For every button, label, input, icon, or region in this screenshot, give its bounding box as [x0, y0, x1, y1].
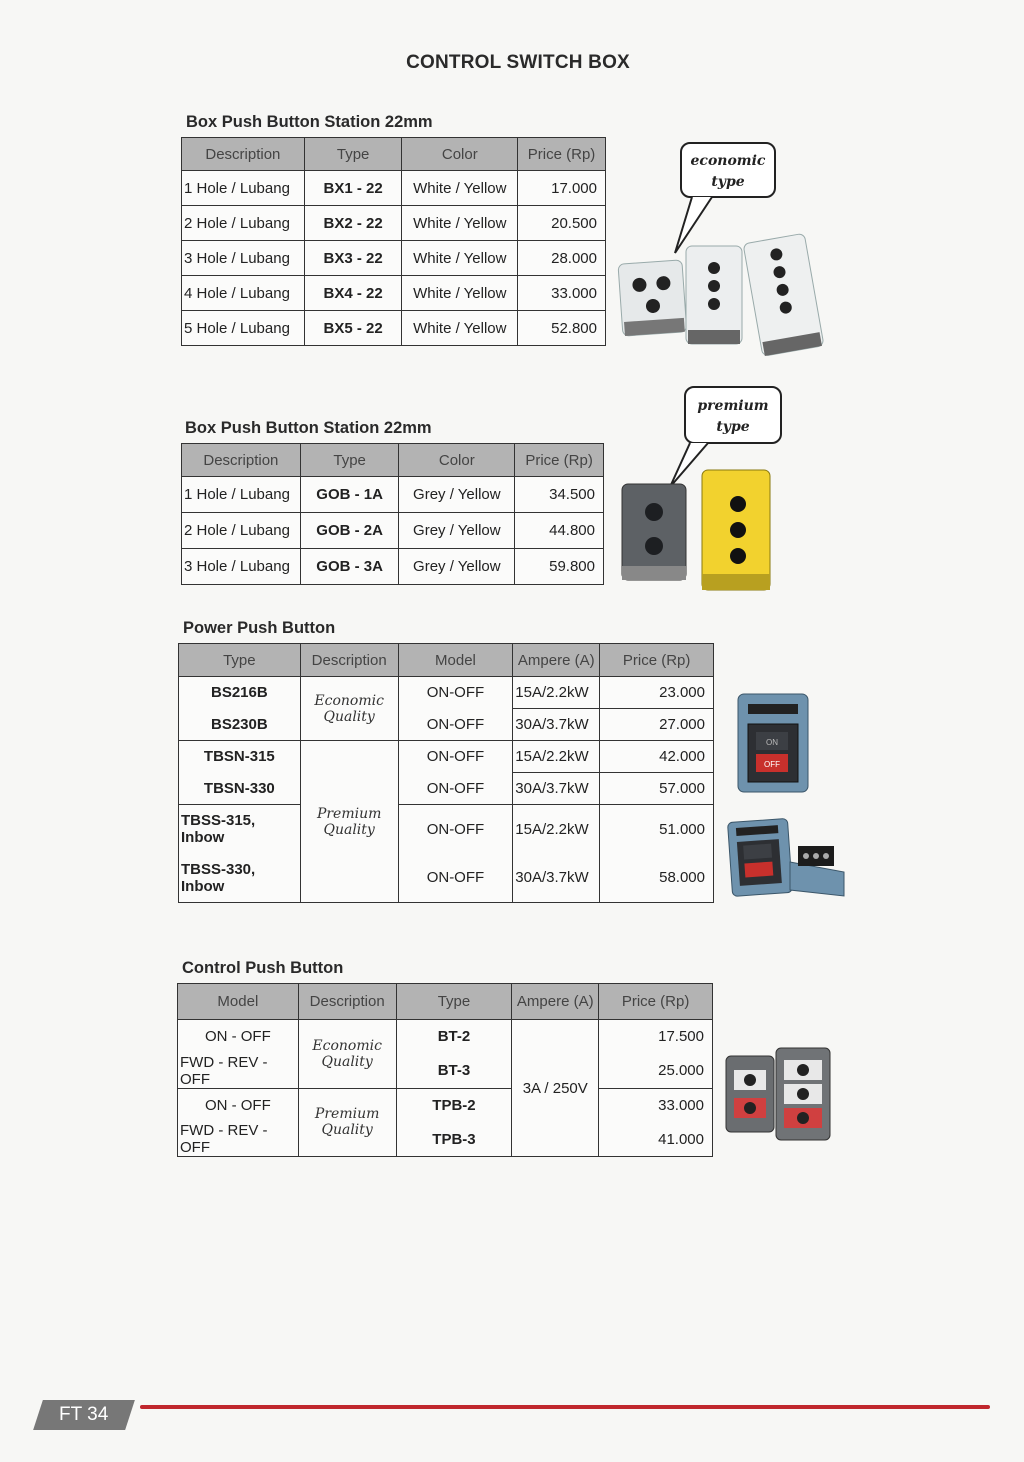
cell-description [300, 677, 398, 741]
cell-price: 17.000 [518, 171, 606, 206]
cell-price: 25.000 [599, 1054, 713, 1089]
cell-description: 3 Hole / Lubang [182, 549, 301, 585]
cell-price: 51.000 [600, 805, 714, 854]
cell-price: 33.000 [518, 276, 606, 311]
table-row [179, 854, 714, 903]
table-row [179, 741, 714, 773]
column-header: Model [178, 984, 299, 1020]
cell-price: 34.500 [515, 477, 604, 513]
premium-type-callout [684, 386, 782, 444]
box-premium-table [181, 443, 604, 585]
power-push-button-table [178, 643, 714, 903]
table-row [179, 677, 714, 709]
cell-type: BX1 - 22 [304, 171, 402, 206]
cell-model: ON-OFF [398, 709, 513, 741]
economic-push-button-boxes-image [612, 232, 827, 357]
callout-line: type [716, 419, 750, 435]
cell-description: 2 Hole / Lubang [182, 206, 305, 241]
cell-description [298, 1088, 396, 1157]
cell-ampere: 30A/3.7kW [513, 709, 600, 741]
cell-price: 52.800 [518, 311, 606, 346]
table-row [182, 311, 606, 346]
power-push-button-image [734, 690, 814, 796]
cell-description: 2 Hole / Lubang [182, 513, 301, 549]
cell-model: ON-OFF [398, 854, 513, 903]
cell-description: 1 Hole / Lubang [182, 171, 305, 206]
description-line: Economic [314, 692, 384, 709]
cell-price: 27.000 [600, 709, 714, 741]
cell-description: 1 Hole / Lubang [182, 477, 301, 513]
table-row [182, 477, 604, 513]
cell-type: BX3 - 22 [304, 241, 402, 276]
cell-type: TPB-3 [396, 1122, 512, 1157]
table-row [182, 549, 604, 585]
cell-type: BX5 - 22 [304, 311, 402, 346]
cell-model: ON-OFF [398, 741, 513, 773]
cell-model: ON - OFF [178, 1088, 299, 1122]
table-row [179, 805, 714, 854]
column-header: Description [182, 138, 305, 171]
economic-type-callout [680, 142, 776, 198]
cell-color: Grey / Yellow [399, 513, 515, 549]
cell-price: 57.000 [600, 773, 714, 805]
cell-model: ON-OFF [398, 773, 513, 805]
table-row [178, 1054, 713, 1089]
cell-price: 33.000 [599, 1088, 713, 1122]
cell-type: TBSS-330, Inbow [179, 854, 301, 903]
cell-price: 28.000 [518, 241, 606, 276]
cell-type: GOB - 3A [300, 549, 399, 585]
cell-type: BT-3 [396, 1054, 512, 1089]
premium-push-button-boxes-image [620, 466, 772, 594]
cell-type: TPB-2 [396, 1088, 512, 1122]
column-header: Type [179, 644, 301, 677]
cell-price: 59.800 [515, 549, 604, 585]
column-header: Type [300, 444, 399, 477]
section-title-power: Power Push Button [183, 619, 336, 637]
cell-type: TBSN-330 [179, 773, 301, 805]
description-line: Economic [312, 1037, 382, 1054]
column-header: Price (Rp) [515, 444, 604, 477]
cell-description: 5 Hole / Lubang [182, 311, 305, 346]
cell-type: TBSS-315, Inbow [179, 805, 301, 854]
section-title-box-economic: Box Push Button Station 22mm [186, 113, 433, 131]
table-row [178, 1088, 713, 1122]
footer-divider [140, 1405, 990, 1409]
control-push-button-table [177, 983, 713, 1157]
description-line: Premium [316, 805, 382, 822]
cell-model: ON - OFF [178, 1020, 299, 1054]
description-line: Quality [323, 821, 375, 838]
cell-price: 41.000 [599, 1122, 713, 1157]
description-line: Quality [321, 1122, 373, 1139]
column-header: Model [398, 644, 513, 677]
description-line: Quality [323, 708, 375, 725]
column-header: Description [300, 644, 398, 677]
cell-color: White / Yellow [402, 241, 518, 276]
table-row [182, 513, 604, 549]
callout-line: economic [690, 153, 766, 169]
column-header: Price (Rp) [599, 984, 713, 1020]
table-header-row [182, 444, 604, 477]
page-number: FT 34 [59, 1404, 109, 1425]
cell-description: 4 Hole / Lubang [182, 276, 305, 311]
cell-color: Grey / Yellow [399, 477, 515, 513]
cell-color: Grey / Yellow [399, 549, 515, 585]
cell-price: 23.000 [600, 677, 714, 709]
column-header: Type [396, 984, 512, 1020]
cell-type: BX2 - 22 [304, 206, 402, 241]
table-row [179, 773, 714, 805]
table-row [182, 241, 606, 276]
table-row [182, 171, 606, 206]
cell-ampere: 15A/2.2kW [513, 741, 600, 773]
cell-description [300, 741, 398, 903]
column-header: Type [304, 138, 402, 171]
cell-ampere: 3A / 250V [512, 1020, 599, 1157]
table-row [178, 1122, 713, 1157]
cell-type: GOB - 2A [300, 513, 399, 549]
table-row [182, 206, 606, 241]
column-header: Description [182, 444, 301, 477]
page-number-badge [33, 1400, 135, 1430]
cell-color: White / Yellow [402, 206, 518, 241]
cell-price: 44.800 [515, 513, 604, 549]
cell-type: BS216B [179, 677, 301, 709]
cell-description: 3 Hole / Lubang [182, 241, 305, 276]
cell-ampere: 30A/3.7kW [513, 854, 600, 903]
section-title-box-premium: Box Push Button Station 22mm [185, 419, 432, 437]
cell-type: GOB - 1A [300, 477, 399, 513]
column-header: Description [298, 984, 396, 1020]
cell-color: White / Yellow [402, 171, 518, 206]
table-header-row [178, 984, 713, 1020]
column-header: Price (Rp) [518, 138, 606, 171]
power-push-button-inbow-image [726, 812, 850, 898]
switch-label-off: OFF [764, 760, 780, 769]
column-header: Price (Rp) [600, 644, 714, 677]
cell-type: BX4 - 22 [304, 276, 402, 311]
cell-model: ON-OFF [398, 805, 513, 854]
description-line: Premium [314, 1106, 380, 1123]
cell-type: BT-2 [396, 1020, 512, 1054]
cell-price: 58.000 [600, 854, 714, 903]
cell-color: White / Yellow [402, 311, 518, 346]
control-push-button-image [722, 1044, 834, 1144]
cell-color: White / Yellow [402, 276, 518, 311]
cell-description [298, 1020, 396, 1089]
column-header: Ampere (A) [513, 644, 600, 677]
table-header-row [179, 644, 714, 677]
switch-label-on: ON [766, 738, 778, 747]
cell-model: FWD - REV - OFF [178, 1054, 299, 1089]
callout-line: premium [697, 398, 769, 414]
cell-type: TBSN-315 [179, 741, 301, 773]
page-title: CONTROL SWITCH BOX [406, 52, 630, 73]
cell-price: 42.000 [600, 741, 714, 773]
cell-ampere: 15A/2.2kW [513, 677, 600, 709]
table-row [182, 276, 606, 311]
cell-ampere: 15A/2.2kW [513, 805, 600, 854]
cell-ampere: 30A/3.7kW [513, 773, 600, 805]
cell-type: BS230B [179, 709, 301, 741]
column-header: Ampere (A) [512, 984, 599, 1020]
table-row [178, 1020, 713, 1054]
table-row [179, 709, 714, 741]
cell-price: 17.500 [599, 1020, 713, 1054]
cell-price: 20.500 [518, 206, 606, 241]
column-header: Color [402, 138, 518, 171]
table-header-row [182, 138, 606, 171]
column-header: Color [399, 444, 515, 477]
callout-line: type [711, 174, 745, 190]
description-line: Quality [321, 1053, 373, 1070]
box-economic-table [181, 137, 606, 346]
cell-model: FWD - REV - OFF [178, 1122, 299, 1157]
section-title-control: Control Push Button [182, 959, 344, 977]
cell-model: ON-OFF [398, 677, 513, 709]
